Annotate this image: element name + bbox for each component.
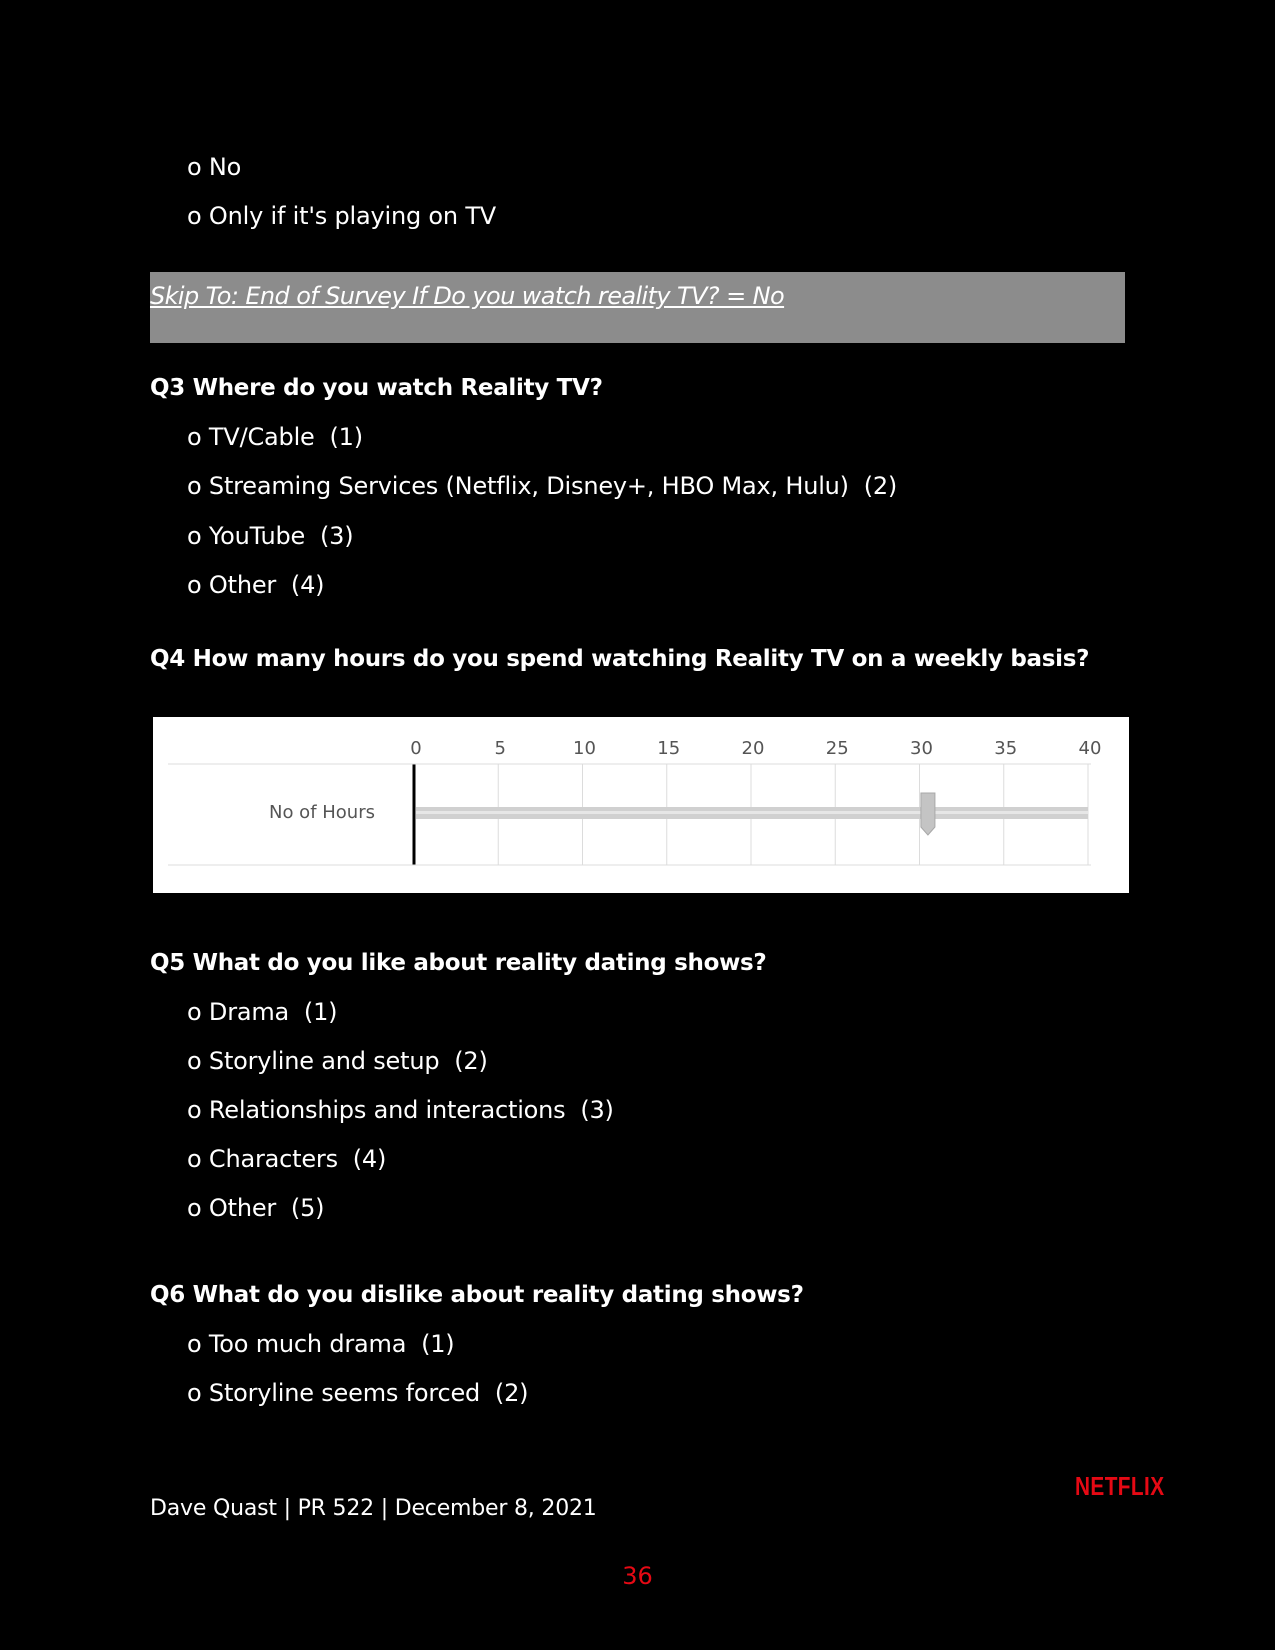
q5-option-characters[interactable]: o Characters (4) [187,1145,387,1173]
q3-option-tv-cable[interactable]: o TV/Cable (1) [187,423,363,451]
hours-slider-widget [153,717,1129,893]
q3-title: Q3 Where do you watch Reality TV? [150,375,603,401]
q6-title: Q6 What do you dislike about reality dating shows? [150,1282,804,1308]
slider-tick-label: 40 [1078,738,1102,759]
skip-logic-text: Skip To: End of Survey If Do you watch reality TV? = No [150,282,785,310]
slider-tick-label: 15 [657,738,681,759]
q2-option-no[interactable]: o No [187,153,242,181]
hours-slider-svg [153,717,1129,893]
page-number: 36 [622,1562,653,1590]
footer-credits: Dave Quast | PR 522 | December 8, 2021 [150,1496,597,1521]
netflix-logo: NETFLIX [1075,1471,1165,1501]
q3-option-streaming[interactable]: o Streaming Services (Netflix, Disney+, HBO Max, Hulu) (2) [187,472,898,500]
q5-option-other[interactable]: o Other (5) [187,1194,325,1222]
q3-option-other[interactable]: o Other (4) [187,571,325,599]
slider-track-highlight [416,811,1088,814]
slider-tick-label: 20 [741,738,765,759]
q6-option-too-much-drama[interactable]: o Too much drama (1) [187,1330,455,1358]
skip-logic-bar [150,272,1125,343]
q5-title: Q5 What do you like about reality dating shows? [150,950,767,976]
q4-title: Q4 How many hours do you spend watching Reality TV on a weekly basis? [150,646,1090,672]
q5-option-relationships[interactable]: o Relationships and interactions (3) [187,1096,614,1124]
q5-option-drama[interactable]: o Drama (1) [187,998,338,1026]
slider-tick-label: 35 [994,738,1018,759]
q5-option-storyline[interactable]: o Storyline and setup (2) [187,1047,488,1075]
slider-handle[interactable] [921,793,935,835]
slider-tick-label: 5 [494,738,506,759]
slider-tick-label: 0 [410,738,422,759]
q6-option-forced-storyline[interactable]: o Storyline seems forced (2) [187,1379,529,1407]
q2-option-only-if-playing[interactable]: o Only if it's playing on TV [187,202,497,230]
slider-row-label: No of Hours [268,802,375,823]
slider-tick-label: 10 [573,738,596,759]
slider-tick-label: 30 [910,738,933,759]
slider-tick-label: 25 [825,738,849,759]
q3-option-youtube[interactable]: o YouTube (3) [187,522,354,550]
